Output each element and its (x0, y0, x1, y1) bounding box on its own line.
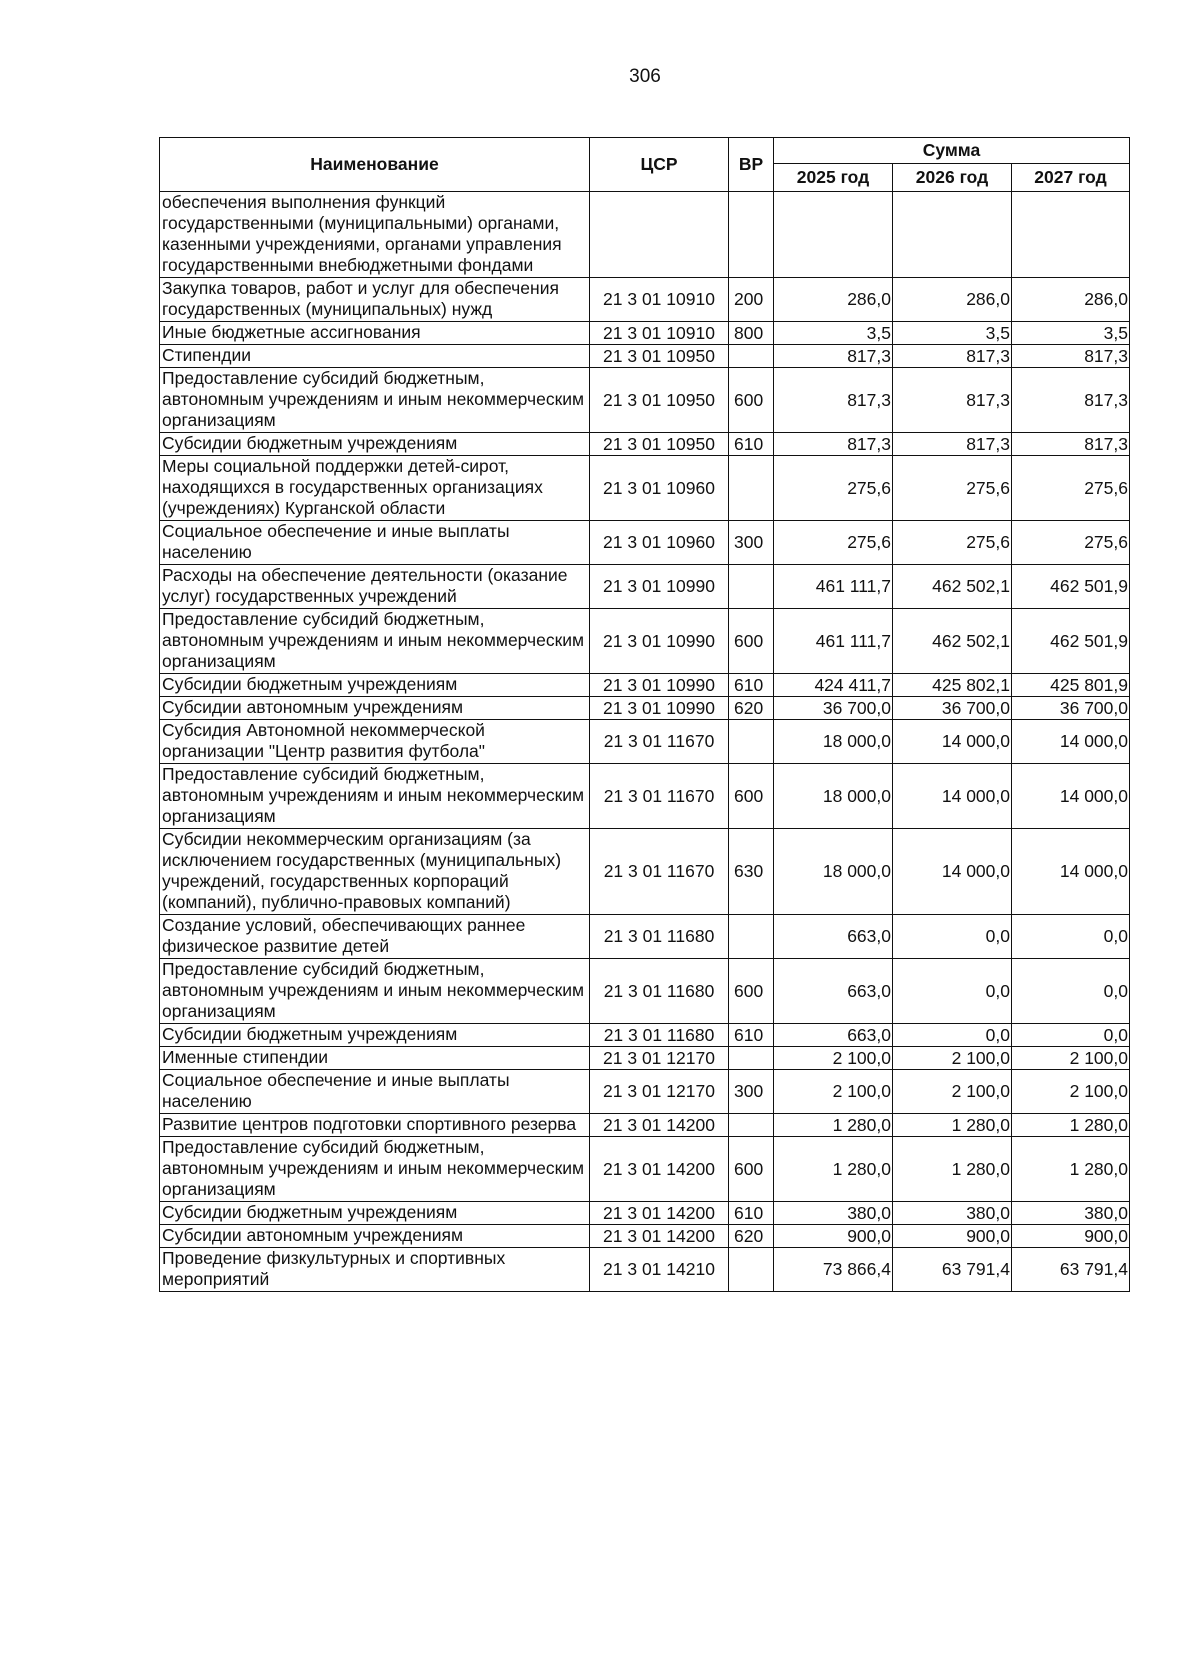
row-amount-2027: 817,3 (1012, 345, 1130, 368)
table-row (160, 1225, 1130, 1248)
row-amount-2026: 1 280,0 (893, 1137, 1012, 1202)
table-row (160, 1114, 1130, 1137)
row-amount-2025: 900,0 (774, 1225, 893, 1248)
header-year-2027: 2027 год (1012, 164, 1130, 192)
row-csr: 21 3 01 10950 (590, 433, 729, 456)
row-csr: 21 3 01 10990 (590, 565, 729, 609)
row-vr: 600 (729, 959, 774, 1024)
row-amount-2027: 63 791,4 (1012, 1248, 1130, 1292)
row-csr: 21 3 01 11670 (590, 829, 729, 915)
row-amount-2027: 1 280,0 (1012, 1114, 1130, 1137)
table-row (160, 345, 1130, 368)
row-amount-2027 (1012, 192, 1130, 278)
row-amount-2026 (893, 192, 1012, 278)
row-amount-2026: 425 802,1 (893, 674, 1012, 697)
row-amount-2025: 275,6 (774, 521, 893, 565)
row-csr: 21 3 01 10910 (590, 278, 729, 322)
row-amount-2026: 0,0 (893, 959, 1012, 1024)
table-row (160, 322, 1130, 345)
table-row (160, 1024, 1130, 1047)
row-csr: 21 3 01 10960 (590, 456, 729, 521)
row-csr: 21 3 01 14210 (590, 1248, 729, 1292)
row-vr (729, 345, 774, 368)
row-amount-2025: 36 700,0 (774, 697, 893, 720)
header-sum: Сумма (774, 138, 1130, 164)
row-amount-2026: 275,6 (893, 521, 1012, 565)
row-csr: 21 3 01 14200 (590, 1114, 729, 1137)
table-row (160, 565, 1130, 609)
row-amount-2027: 2 100,0 (1012, 1070, 1130, 1114)
row-name: Субсидии бюджетным учреждениям (160, 1024, 590, 1047)
row-amount-2027: 275,6 (1012, 456, 1130, 521)
row-amount-2027: 3,5 (1012, 322, 1130, 345)
header-name: Наименование (160, 138, 590, 192)
row-csr: 21 3 01 11670 (590, 720, 729, 764)
table-row (160, 829, 1130, 915)
table-row (160, 433, 1130, 456)
row-amount-2026: 1 280,0 (893, 1114, 1012, 1137)
row-vr: 300 (729, 1070, 774, 1114)
row-name: Предоставление субсидий бюджетным, автономным учреждениям и иным некоммерческим организациям (160, 959, 590, 1024)
row-vr (729, 720, 774, 764)
row-amount-2027: 36 700,0 (1012, 697, 1130, 720)
row-csr: 21 3 01 10910 (590, 322, 729, 345)
row-vr: 600 (729, 1137, 774, 1202)
row-vr: 600 (729, 764, 774, 829)
row-amount-2027: 900,0 (1012, 1225, 1130, 1248)
row-name: Расходы на обеспечение деятельности (оказание услуг) государственных учреждений (160, 565, 590, 609)
row-name: Создание условий, обеспечивающих раннее физическое развитие детей (160, 915, 590, 959)
row-name: Субсидии бюджетным учреждениям (160, 433, 590, 456)
row-csr: 21 3 01 14200 (590, 1225, 729, 1248)
row-amount-2025: 817,3 (774, 433, 893, 456)
table-row (160, 609, 1130, 674)
row-amount-2027: 14 000,0 (1012, 829, 1130, 915)
row-amount-2025: 1 280,0 (774, 1137, 893, 1202)
row-name: Проведение физкультурных и спортивных мероприятий (160, 1248, 590, 1292)
row-amount-2026: 380,0 (893, 1202, 1012, 1225)
row-amount-2027: 0,0 (1012, 959, 1130, 1024)
row-amount-2026: 900,0 (893, 1225, 1012, 1248)
row-amount-2027: 275,6 (1012, 521, 1130, 565)
table-row (160, 720, 1130, 764)
row-vr (729, 456, 774, 521)
table-body (160, 192, 1130, 1292)
row-vr (729, 565, 774, 609)
row-csr: 21 3 01 10950 (590, 368, 729, 433)
row-name: Субсидии автономным учреждениям (160, 697, 590, 720)
row-amount-2025: 424 411,7 (774, 674, 893, 697)
row-name: Стипендии (160, 345, 590, 368)
row-amount-2026: 14 000,0 (893, 829, 1012, 915)
row-amount-2027: 14 000,0 (1012, 764, 1130, 829)
row-name: Меры социальной поддержки детей-сирот, находящихся в государственных организациях (учреждениях) Курганской области (160, 456, 590, 521)
row-vr: 800 (729, 322, 774, 345)
row-name: Социальное обеспечение и иные выплаты населению (160, 521, 590, 565)
row-vr (729, 915, 774, 959)
row-amount-2026: 0,0 (893, 915, 1012, 959)
row-vr (729, 1248, 774, 1292)
row-amount-2025: 461 111,7 (774, 609, 893, 674)
row-name: Предоставление субсидий бюджетным, автономным учреждениям и иным некоммерческим организациям (160, 368, 590, 433)
row-vr: 300 (729, 521, 774, 565)
row-amount-2025: 817,3 (774, 368, 893, 433)
row-amount-2025: 817,3 (774, 345, 893, 368)
row-amount-2025: 18 000,0 (774, 720, 893, 764)
row-amount-2027: 14 000,0 (1012, 720, 1130, 764)
row-amount-2025: 2 100,0 (774, 1070, 893, 1114)
row-csr: 21 3 01 14200 (590, 1137, 729, 1202)
row-amount-2026: 3,5 (893, 322, 1012, 345)
row-vr: 620 (729, 697, 774, 720)
row-csr: 21 3 01 12170 (590, 1047, 729, 1070)
row-name: Субсидии автономным учреждениям (160, 1225, 590, 1248)
header-year-2025: 2025 год (774, 164, 893, 192)
row-csr: 21 3 01 10990 (590, 674, 729, 697)
row-amount-2025: 286,0 (774, 278, 893, 322)
row-amount-2026: 36 700,0 (893, 697, 1012, 720)
row-csr (590, 192, 729, 278)
row-amount-2026: 462 502,1 (893, 609, 1012, 674)
row-amount-2025: 663,0 (774, 915, 893, 959)
row-amount-2026: 2 100,0 (893, 1047, 1012, 1070)
row-amount-2026: 286,0 (893, 278, 1012, 322)
row-vr: 600 (729, 368, 774, 433)
row-vr: 600 (729, 609, 774, 674)
row-name: Развитие центров подготовки спортивного резерва (160, 1114, 590, 1137)
row-name: Субсидии некоммерческим организациям (за исключением государственных (муниципальных) учреждений, государственных корпораций (компаний), публично-правовых компаний) (160, 829, 590, 915)
table-row (160, 1137, 1130, 1202)
row-amount-2027: 817,3 (1012, 433, 1130, 456)
row-csr: 21 3 01 10960 (590, 521, 729, 565)
row-name: Субсидии бюджетным учреждениям (160, 674, 590, 697)
row-amount-2026: 817,3 (893, 368, 1012, 433)
row-name: Предоставление субсидий бюджетным, автономным учреждениям и иным некоммерческим организациям (160, 1137, 590, 1202)
row-amount-2025: 1 280,0 (774, 1114, 893, 1137)
row-vr (729, 192, 774, 278)
row-vr: 610 (729, 1202, 774, 1225)
row-amount-2027: 462 501,9 (1012, 609, 1130, 674)
row-vr (729, 1114, 774, 1137)
header-year-2026: 2026 год (893, 164, 1012, 192)
row-name: Закупка товаров, работ и услуг для обеспечения государственных (муниципальных) нужд (160, 278, 590, 322)
row-name: Предоставление субсидий бюджетным, автономным учреждениям и иным некоммерческим организациям (160, 764, 590, 829)
row-vr: 620 (729, 1225, 774, 1248)
row-amount-2026: 63 791,4 (893, 1248, 1012, 1292)
row-amount-2027: 380,0 (1012, 1202, 1130, 1225)
row-amount-2026: 0,0 (893, 1024, 1012, 1047)
row-amount-2027: 0,0 (1012, 1024, 1130, 1047)
row-name: Предоставление субсидий бюджетным, автономным учреждениям и иным некоммерческим организациям (160, 609, 590, 674)
row-amount-2026: 14 000,0 (893, 764, 1012, 829)
row-amount-2025: 275,6 (774, 456, 893, 521)
row-vr: 610 (729, 433, 774, 456)
header-vr: ВР (729, 138, 774, 192)
row-amount-2027: 462 501,9 (1012, 565, 1130, 609)
row-amount-2027: 2 100,0 (1012, 1047, 1130, 1070)
page-number: 306 (629, 66, 661, 87)
row-csr: 21 3 01 12170 (590, 1070, 729, 1114)
row-csr: 21 3 01 10990 (590, 609, 729, 674)
table-row (160, 764, 1130, 829)
row-name: Социальное обеспечение и иные выплаты населению (160, 1070, 590, 1114)
row-amount-2025: 380,0 (774, 1202, 893, 1225)
row-amount-2027: 286,0 (1012, 278, 1130, 322)
table-row (160, 1202, 1130, 1225)
row-amount-2026: 14 000,0 (893, 720, 1012, 764)
row-amount-2026: 462 502,1 (893, 565, 1012, 609)
row-csr: 21 3 01 11680 (590, 915, 729, 959)
row-csr: 21 3 01 11670 (590, 764, 729, 829)
row-amount-2027: 425 801,9 (1012, 674, 1130, 697)
row-vr: 610 (729, 1024, 774, 1047)
header-csr: ЦСР (590, 138, 729, 192)
row-amount-2026: 2 100,0 (893, 1070, 1012, 1114)
row-csr: 21 3 01 10990 (590, 697, 729, 720)
row-amount-2025: 461 111,7 (774, 565, 893, 609)
row-csr: 21 3 01 10950 (590, 345, 729, 368)
table-row (160, 521, 1130, 565)
row-csr: 21 3 01 14200 (590, 1202, 729, 1225)
table-row (160, 959, 1130, 1024)
row-csr: 21 3 01 11680 (590, 1024, 729, 1047)
row-amount-2026: 817,3 (893, 433, 1012, 456)
row-amount-2026: 275,6 (893, 456, 1012, 521)
table-row (160, 697, 1130, 720)
budget-table (159, 137, 1130, 1292)
table-row (160, 674, 1130, 697)
row-amount-2026: 817,3 (893, 345, 1012, 368)
row-name: обеспечения выполнения функций государственными (муниципальными) органами, казенными учреждениями, органами управления государственными внебюджетными фондами (160, 192, 590, 278)
row-amount-2025: 3,5 (774, 322, 893, 345)
row-name: Иные бюджетные ассигнования (160, 322, 590, 345)
row-vr: 610 (729, 674, 774, 697)
row-amount-2025: 663,0 (774, 959, 893, 1024)
row-amount-2025: 73 866,4 (774, 1248, 893, 1292)
row-amount-2025 (774, 192, 893, 278)
row-name: Субсидия Автономной некоммерческой организации "Центр развития футбола" (160, 720, 590, 764)
row-vr: 630 (729, 829, 774, 915)
table-row (160, 456, 1130, 521)
row-amount-2025: 18 000,0 (774, 829, 893, 915)
row-amount-2027: 0,0 (1012, 915, 1130, 959)
row-amount-2025: 663,0 (774, 1024, 893, 1047)
row-vr (729, 1047, 774, 1070)
table-row (160, 368, 1130, 433)
row-name: Субсидии бюджетным учреждениям (160, 1202, 590, 1225)
table-row (160, 1070, 1130, 1114)
table-row (160, 915, 1130, 959)
table-row (160, 1248, 1130, 1292)
table-row (160, 1047, 1130, 1070)
row-amount-2025: 18 000,0 (774, 764, 893, 829)
row-csr: 21 3 01 11680 (590, 959, 729, 1024)
row-amount-2025: 2 100,0 (774, 1047, 893, 1070)
row-vr: 200 (729, 278, 774, 322)
row-amount-2027: 817,3 (1012, 368, 1130, 433)
table-row (160, 192, 1130, 278)
table-row (160, 278, 1130, 322)
row-name: Именные стипендии (160, 1047, 590, 1070)
row-amount-2027: 1 280,0 (1012, 1137, 1130, 1202)
